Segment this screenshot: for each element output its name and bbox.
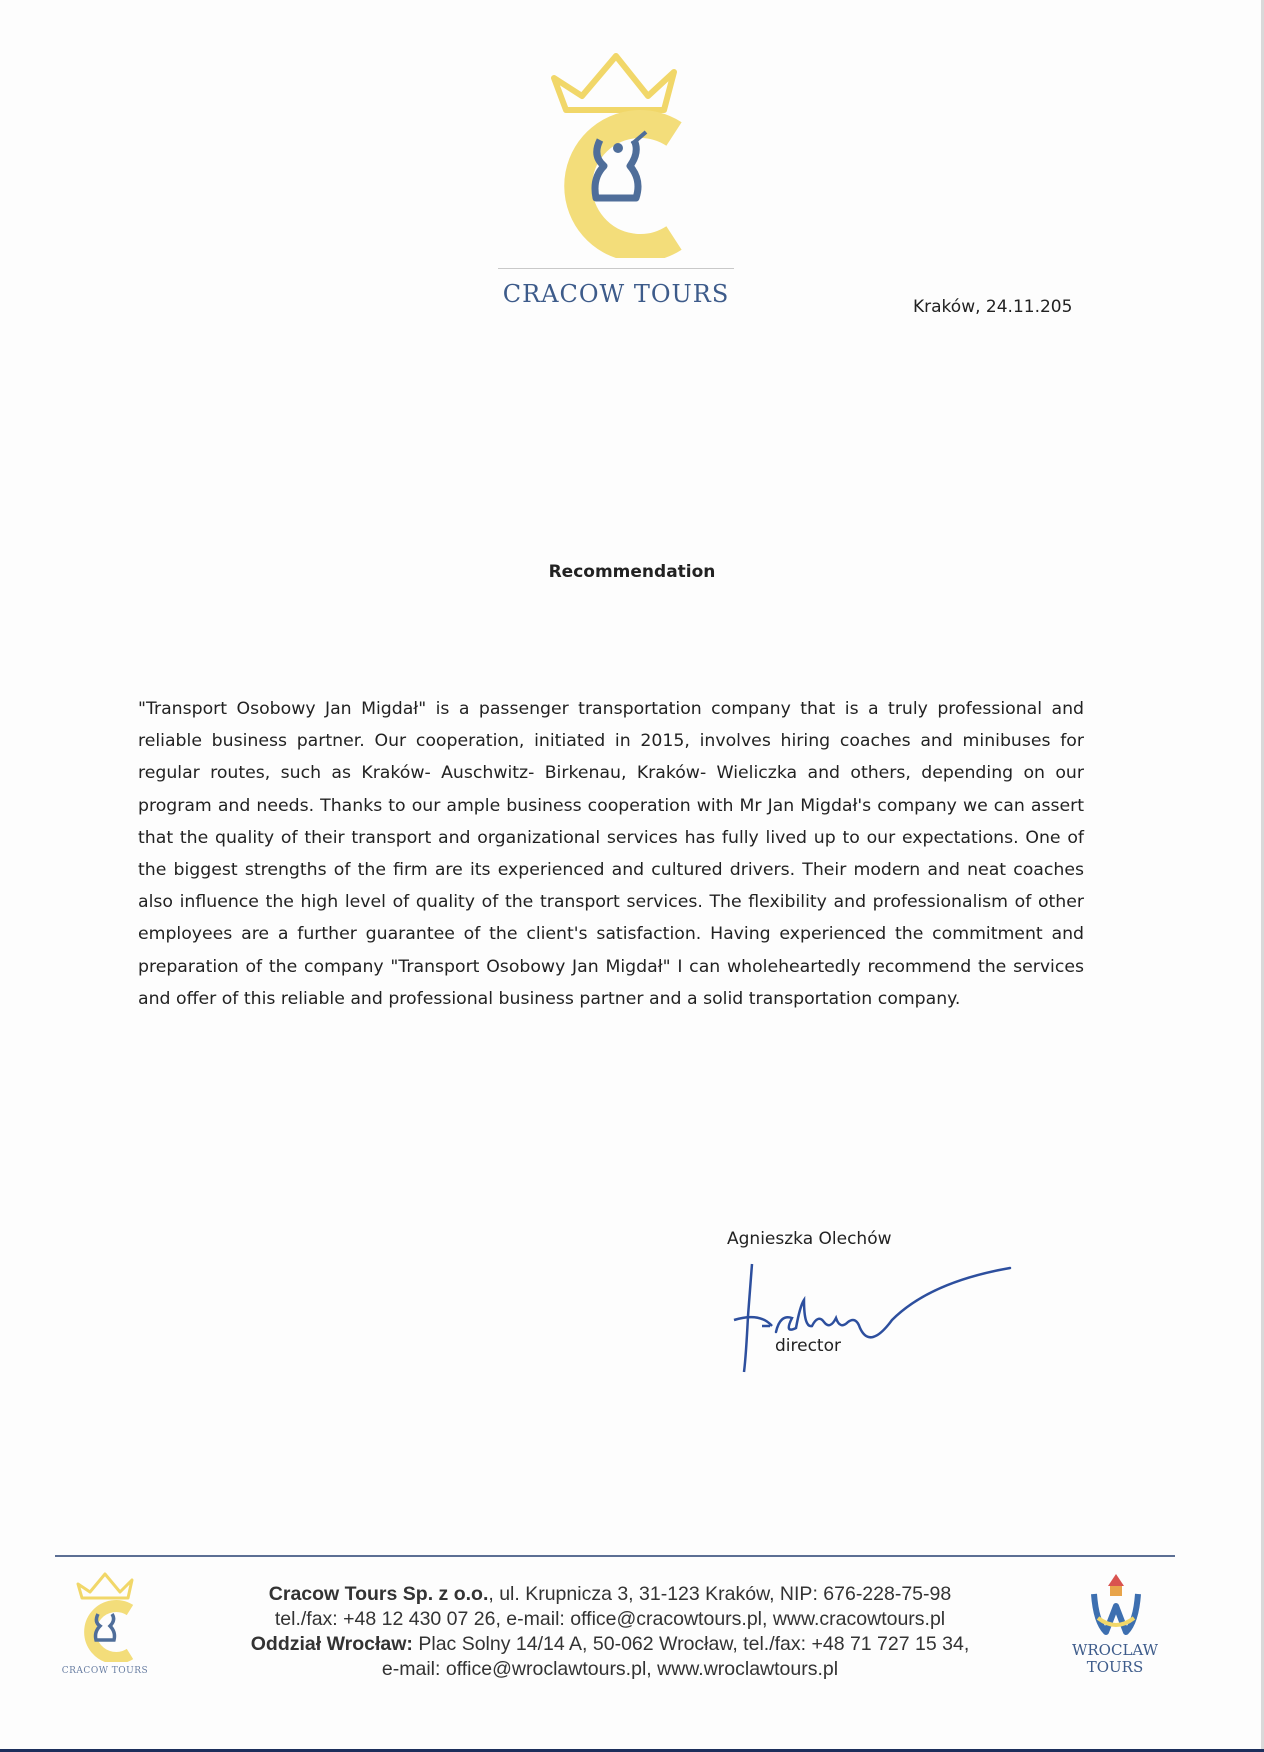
signatory-name: Agnieszka Olechów (727, 1229, 892, 1249)
footer-branch-contact: e-mail: office@wroclawtours.pl, www.wroclawtours.pl (381, 1658, 839, 1680)
wroclaw-emblem-icon (1088, 1572, 1144, 1638)
crown-c-small-icon (70, 1570, 140, 1662)
letter-date: Kraków, 24.11.205 (913, 297, 1073, 317)
footer-cracow-tours-logo (40, 1570, 170, 1680)
footer-company-name: Cracow Tours Sp. z o.o. (268, 1583, 489, 1605)
crown-c-emblem-icon (534, 48, 698, 258)
signatory-role: director (775, 1336, 841, 1356)
footer-branch-line (170, 1632, 1050, 1657)
logo-divider (498, 268, 734, 269)
logo-wordmark: CRACOW TOURS (502, 280, 730, 308)
footer-contact-line: tel./fax: +48 12 430 07 26, e-mail: office@cracowtours.pl, www.cracowtours.pl (274, 1608, 946, 1630)
handwritten-signature (720, 1256, 1020, 1376)
footer-company-address: , ul. Krupnicza 3, 31-123 Kraków, NIP: 676-228-75-98 (488, 1583, 952, 1605)
recommendation-body: "Transport Osobowy Jan Migdał" is a passenger transportation company that is a truly professional and reliable business partner. Our cooperation, initiated in 2015, involves hiring coaches and minibuses for regular routes, such as Kraków- Auschwitz- Birkenau, Kraków- Wieliczka and others, depending on our program and needs. Thanks to our ample business cooperation with Mr Jan Migdał's company we can assert that the quality of their transport and organizational services has fully lived up to our expectations. One of the biggest strengths of the firm are its experienced and cultured drivers. Their modern and neat coaches also influence the high level of quality of the transport services. The flexibility and professionalism of other employees are a further guarantee of the client's satisfaction. Having experienced the commitment and preparation of the company "Transport Osobowy Jan Migdał" I can wholeheartedly recommend the services and offer of this reliable and professional business partner and a solid transportation company. (138, 699, 1084, 1009)
document-title: Recommendation (548, 562, 716, 582)
footer-right-wordmark (1050, 1642, 1180, 1676)
cracow-tours-logo (498, 48, 734, 308)
tours-word: TOURS (1086, 1658, 1144, 1676)
footer-company-line (170, 1582, 1050, 1607)
footer-contact-block (170, 1582, 1050, 1682)
footer-divider (55, 1555, 1175, 1557)
footer-wroclaw-tours-logo (1050, 1572, 1180, 1682)
footer-left-wordmark: CRACOW TOURS (61, 1666, 149, 1676)
footer-branch-address: Plac Solny 14/14 A, 50-062 Wrocław, tel./fax: +48 71 727 15 34, (412, 1633, 970, 1655)
wroclaw-word: WROCLAW (1071, 1641, 1159, 1659)
footer-branch-label: Oddział Wrocław: (250, 1633, 413, 1655)
